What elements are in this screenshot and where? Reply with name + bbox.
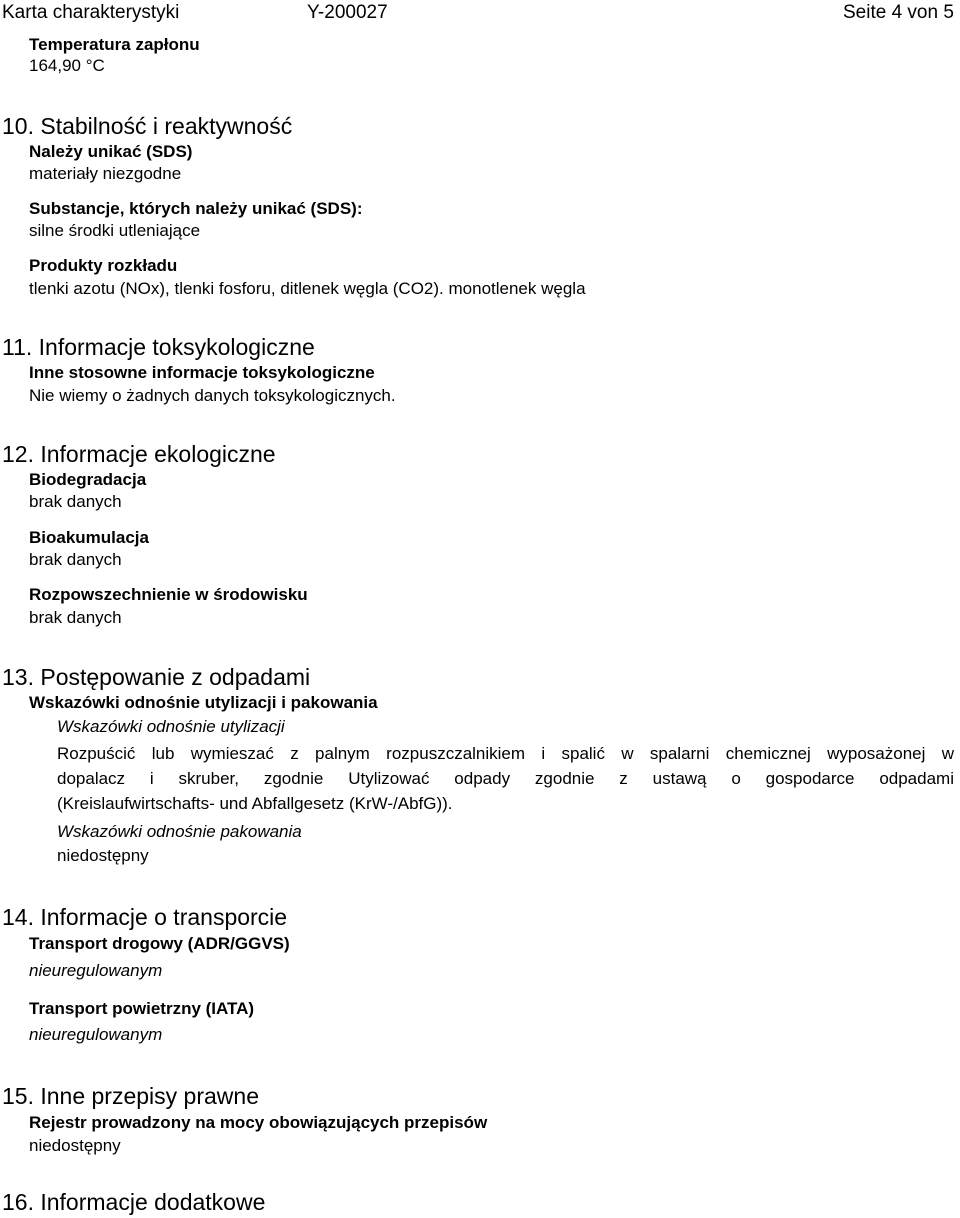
decomposition-value: tlenki azotu (NOx), tlenki fosforu, ditlenek węgla (CO2). monotlenek węgla xyxy=(29,279,586,298)
section-10-title: 10. Stabilność i reaktywność xyxy=(2,113,293,139)
biodegradation-value: brak danych xyxy=(29,492,122,511)
packaging-value: niedostępny xyxy=(57,846,149,865)
regulatory-register-value: niedostępny xyxy=(29,1136,121,1155)
avoid-value: materiały niezgodne xyxy=(29,164,182,183)
environmental-spread-label: Rozpowszechnienie w środowisku xyxy=(29,585,308,604)
section-13-title: 13. Postępowanie z odpadami xyxy=(2,664,311,690)
packaging-subheading: Wskazówki odnośnie pakowania xyxy=(57,822,302,841)
header-page-number: Seite 4 von 5 xyxy=(843,2,954,23)
biodegradation-label: Biodegradacja xyxy=(29,470,147,489)
substances-value: silne środki utleniające xyxy=(29,221,201,240)
header-doc-type: Karta charakterystyki xyxy=(2,2,180,23)
decomposition-label: Produkty rozkładu xyxy=(29,256,178,275)
bioaccumulation-label: Bioakumulacja xyxy=(29,528,149,547)
environmental-spread-value: brak danych xyxy=(29,608,122,627)
section-16-title: 16. Informacje dodatkowe xyxy=(2,1189,266,1215)
section-11-title: 11. Informacje toksykologiczne xyxy=(2,334,315,360)
disposal-packaging-label: Wskazówki odnośnie utylizacji i pakowania xyxy=(29,693,378,712)
section-12-title: 12. Informacje ekologiczne xyxy=(2,441,276,467)
avoid-label: Należy unikać (SDS) xyxy=(29,142,193,161)
disposal-subheading: Wskazówki odnośnie utylizacji xyxy=(57,717,285,736)
disposal-line-1: Rozpuścić lub wymieszać z palnym rozpuszczalnikiem i spalić w spalarni chemicznej wyposażonej w xyxy=(57,744,954,763)
disposal-line-2: dopalacz i skruber, zgodnie Utylizować odpady zgodnie z ustawą o gospodarce odpadami xyxy=(57,769,954,788)
disposal-line-3: (Kreislaufwirtschafts- und Abfallgesetz (KrW-/AbfG)). xyxy=(57,794,453,813)
road-transport-label: Transport drogowy (ADR/GGVS) xyxy=(29,934,290,953)
flash-point-label: Temperatura zapłonu xyxy=(29,35,200,54)
tox-info-value: Nie wiemy o żadnych danych toksykologicznych. xyxy=(29,386,396,405)
section-15-title: 15. Inne przepisy prawne xyxy=(2,1083,259,1109)
regulatory-register-label: Rejestr prowadzony na mocy obowiązujących przepisów xyxy=(29,1113,488,1132)
substances-label: Substancje, których należy unikać (SDS): xyxy=(29,199,363,218)
air-transport-value: nieuregulowanym xyxy=(29,1025,163,1044)
section-14-title: 14. Informacje o transporcie xyxy=(2,904,288,930)
disposal-instructions xyxy=(57,741,954,816)
road-transport-value: nieuregulowanym xyxy=(29,961,163,980)
tox-info-label: Inne stosowne informacje toksykologiczne xyxy=(29,363,375,382)
flash-point-value: 164,90 °C xyxy=(29,56,105,75)
air-transport-label: Transport powietrzny (IATA) xyxy=(29,999,255,1018)
header-product-code: Y-200027 xyxy=(307,2,388,23)
bioaccumulation-value: brak danych xyxy=(29,550,122,569)
